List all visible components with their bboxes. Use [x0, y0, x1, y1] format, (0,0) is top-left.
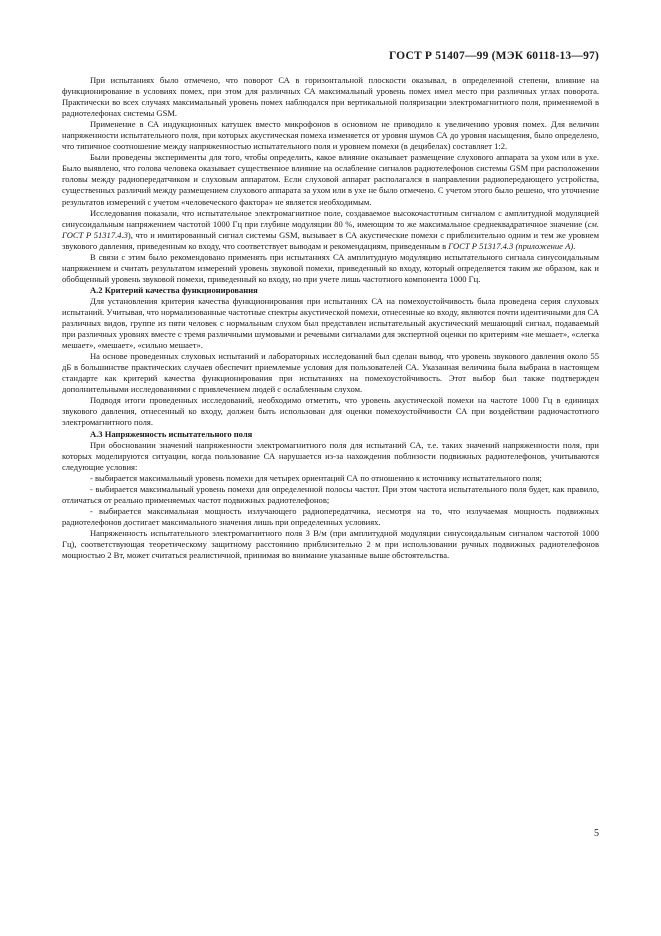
section-heading-a2: А.2 Критерий качества функционирования	[90, 284, 258, 295]
paragraph-research-results	[62, 208, 599, 252]
paragraph-field-strength-value: Напряженность испытательного электромагнитного поля 3 В/м (при амплитудной модуляции синусоидальным сигналом частотой 1000 Гц), соответствующая теоретическому защитному расстоянию приблизительно 2 м при использовании ручных подвижных радиотелефонов мощностью 2 Вт, может считаться реалистичной, принимая во внимание указанные выше обстоятельства.	[62, 527, 599, 561]
document-body	[62, 75, 599, 561]
section-heading-a3: А.3 Напряженность испытательного поля	[90, 428, 253, 439]
p4-reference-1: см. ГОСТ Р 51317.4.3	[62, 218, 599, 240]
paragraph-placement-experiments: Были проведены эксперименты для того, чтобы определить, какое влияние оказывает размещение слухового аппарата за ухом или в ухе. Было выявлено, что голова человека оказывает существенное влияние на ослабление сигналов радиотелефонов системы GSM при расположении головы между радиопередатчиком и слуховым аппаратом. Если слуховой аппарат располагался в направлении радиопередающего устройства, существенных различий между размещением слухового аппарата за ухом или в ухе не было отмечено. С учетом этого было решено, что уточнение результатов измерений с учетом «человеческого фактора» не является необходимым.	[62, 152, 599, 207]
p4-reference-2: ГОСТ Р 51317.4.3 (приложение А)	[448, 240, 574, 251]
document-header: ГОСТ Р 51407—99 (МЭК 60118-13—97)	[388, 50, 599, 62]
paragraph-conclusion-55db: На основе проведенных слуховых испытаний и лабораторных исследований был сделан вывод, что уровень звукового давления около 55 дБ в большинстве практических случаев обеспечит приемлемые условия для пользователей СА. Указанная величина была выбрана в настоящем стандарте как критерий качества функционирования при испытаниях на помехоустойчивость. Этот выбор был также подтвержден дополнительными исследованиями с привлечением людей с ослабленным слухом.	[62, 351, 599, 395]
list-item: - выбирается максимальный уровень помехи для четырех ориентаций СА по отношению к источнику испытательного поля;	[90, 472, 542, 483]
list-item: - выбирается максимальная мощность излучающего радиопередатчика, несмотря на то, что излучаемая мощность подвижных радиотелефонов достигает максимального значения лишь при определенных условиях.	[62, 505, 599, 527]
paragraph-rotation: При испытаниях было отмечено, что поворот СА в горизонтальной плоскости оказывал, в определенной степени, влияние на функционирование в условиях помех, при этом для различных СА максимальный уровень помех имел место при различных углах поворота. Практически во всех случаях максимальный уровень помех наблюдался при вертикальной поляризации электромагнитного поля, применяемой в радиотелефонах системы GSM.	[62, 75, 599, 119]
p4-text-c: .	[573, 240, 576, 251]
p4-text-a: Исследования показали, что испытательное электромагнитное поле, создаваемое высокочастотным сигналом с амплитудной модуляцией синусоидальным напряжением частотой 1000 Гц при глубине модуляции 80 %, имеющим то же максимальное среднеквадратичное значение (	[62, 207, 599, 229]
list-item: - выбирается максимальный уровень помехи для определенной полосы частот. При этом частота испытательного поля будет, как правило, отличаться от реально применяемых частот подвижных радиотелефонов;	[62, 483, 599, 505]
paragraph-recommendation: В связи с этим было рекомендовано применять при испытаниях СА амплитудную модуляцию испытательного сигнала синусоидальным напряжением и считать результатом измерений уровень звуковой помехи, приведенный ко входу, который определяется таким же образом, как и обобщенный уровень звуковой помехи, приведенный ко входу, но при учете лишь частотного компонента 1000 Гц.	[62, 251, 599, 284]
p4-text-b: ), что и имитированный сигнал системы GSM, вызывает в СА акустические помехи с приблизительно одним и тем же уровнем звукового давления, приведенным ко входу, что соответствует выводам и рекомендациям, приведенным в	[62, 229, 599, 251]
paragraph-summary: Подводя итоги проведенных исследований, необходимо отметить, что уровень акустической помехи на частоте 1000 Гц в единицах звукового давления, отнесенный ко входу, должен быть использован для оценки помехоустойчивости СА при воздействии радиочастотного электромагнитного поля.	[62, 395, 599, 428]
paragraph-induction-coils: Применение в СА индукционных катушек вместо микрофонов в основном не приводило к увеличению уровня помех. Для величин напряженности испытательного поля, при которых акустическая помеха изменяется от уровня шумов СА до уровня насыщения, было определено, что типичное соотношение между напряженностью испытательного поля и уровнем помехи (в децибелах) составляет 1:2.	[62, 119, 599, 152]
paragraph-listening-tests: Для установления критерия качества функционирования при испытаниях СА на помехоустойчивость была проведена серия слуховых испытаний. Учитывая, что нормализованные частотные спектры акустической помехи, отнесенные ко входу, являются почти идентичными для СА различных видов, группе из пяти человек с нормальным слухом был представлен испытательный акустический мешающий сигнал, подаваемый при различных уровнях вместе с тремя различными шумовыми и речевыми сигналами для экспертной оценки по критериям «не мешает», «слегка мешает», «мешает», «сильно мешает».	[62, 295, 599, 351]
page-number: 5	[594, 828, 599, 839]
paragraph-field-strength-basis: При обосновании значений напряженности электромагнитного поля для испытаний СА, т.е. таких значений напряженности поля, при которых моделируются ситуации, когда пользование СА нарушается из-за нахождения поблизости подвижных радиотелефонов, учитываются следующие условия:	[62, 439, 599, 472]
